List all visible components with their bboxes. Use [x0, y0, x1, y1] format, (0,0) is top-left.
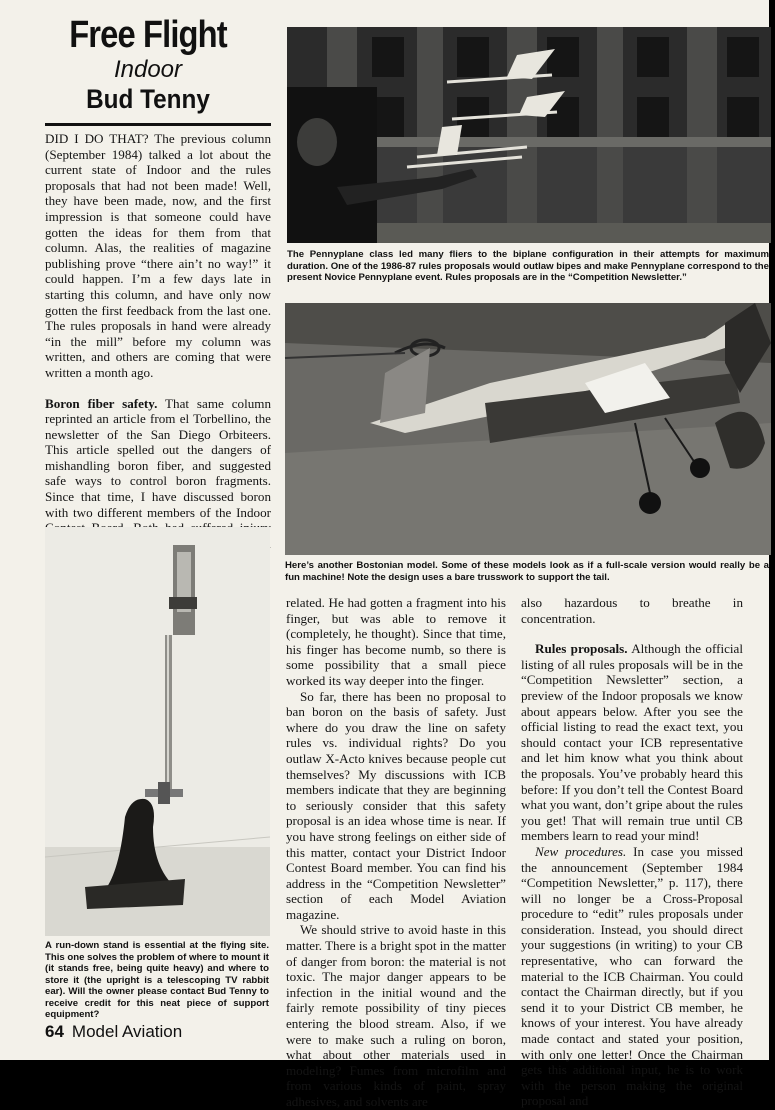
column-2-paragraph-2: So far, there has been no proposal to ban boron on the basis of safety. Just where do you draw the line on safety rules vs. individual rights? Do you outlaw X-Acto knives because people cut themselves? My discussions with ICB members indicate that they are beginning to seriously consider that this safety proposal is an idea whose time is near. If you have strong feelings on either side of this matter, contact your District Indoor Contest Board member. You can find his address in the “Competition Newsletter” section of each Model Aviation magazine. — [286, 688, 506, 922]
rundown-stand-caption: A run-down stand is essential at the flying site. This one solves the problem of where to mount it (it stands free, being quite heavy) and where to store it (the upright is a telescoping TV rabbit ear). Will the owner please contact Bud Tenny to receive credit for this neat piece of support equipment? — [45, 940, 269, 1020]
intro-paragraph: DID I DO THAT? The previous column (September 1984) talked a lot about the current state of Indoor and the rules proposals that had not been made! Well, they have been made, now, and the first impression is that someone could have gotten the ideas for them from that column. Alas, the realities of magazine publishing prove “there ain’t no way!” it could happen. I’m a few days late in starting this column, and have only now gotten the first feedback from the last one. The rules proposals in hand were already “in the mill” before my column was written, and others are coming that were written a month ago. — [45, 131, 271, 380]
column-title: Free Flight — [69, 14, 227, 56]
rundown-stand-image — [45, 527, 270, 936]
column-2-paragraph-3: We should strive to avoid haste in this matter. There is a bright spot in the matter of danger from boron: the material is not toxic. The major danger appears to be infection in the initial wound and the fairly remote possibility of tiny pieces entering the blood stream. Also, if we were to make such a ruling on boron, what about other materials used in modeling? Fumes from microfilm and from various kinds of paint, spray adhesives, and solvents are — [286, 922, 506, 1109]
boron-heading: Boron fiber safety. — [45, 395, 158, 411]
biplane-photo-image — [287, 27, 771, 243]
column-1-text — [45, 131, 271, 567]
bostonian-caption: Here’s another Bostonian model. Some of these models look as if a full-scale version would really be a fun machine! Note the design uses a bare trusswork to support the tail. — [285, 560, 769, 583]
magazine-name: Model Aviation — [71, 1022, 183, 1041]
column-2-paragraph-1: related. He had gotten a fragment into his finger, but was able to remove it (completely, he thought). Since that time, his finger has become numb, so there is some possibility that a small piece worked its way deeper into the finger. — [286, 595, 506, 688]
new-procedures-paragraph — [521, 844, 743, 1109]
page-number: 64 — [45, 1022, 64, 1041]
author-name: Bud Tenny — [86, 84, 210, 114]
rules-heading: Rules proposals. — [535, 641, 628, 657]
boron-text: That same column reprinted an article from el Torbellino, the newsletter of the San Diego Orbiteers. This article spelled out the dangers of mishandling boron fiber, and suggested safe ways to control boron fragments. Since that time, I have discussed boron with two different members of the Indoor — [45, 395, 271, 520]
new-procedures-text: In case you missed the announcement (September 1984 “Competition Newsletter,” p. 117), there will no longer be a Cross-Proposal procedure to “edit” rules proposals under consideration. Instead, you should direct your suggestions (in writing) to your CB representative, who can forward the material to the ICB Chairman. You could contact the Chairman directly, but if you send it to your District CB member, he knows of your interest. You have already made contact and stated your position, with only one letter! Once the Chairman gets this additional input, he is to work with the person making the original proposal and — [521, 843, 743, 1109]
bostonian-photo-image — [285, 303, 771, 555]
column-header — [18, 16, 278, 114]
biplane-photo — [287, 27, 771, 243]
bostonian-photo — [285, 303, 771, 555]
column-subtitle: Indoor — [113, 56, 183, 83]
rules-text: Although the official listing of all rules proposals will be in the “Competition Newsletter” section, a preview of the Indoor proposals we know about appears below. After you see the official listing to read the exact text, you should contact your ICB representative and let him know what you think about the proposals. You’ve probably heard this before: If you don’t tell the Contest Board what you want, don’t gripe about the rules you get! That will remain true until CB members learn to read your mind! — [521, 641, 743, 844]
header-rule — [45, 123, 271, 126]
new-procedures-heading: New procedures. — [535, 843, 627, 859]
page-footer — [45, 1022, 182, 1042]
rules-paragraph — [521, 641, 743, 844]
biplane-caption: The Pennyplane class led many fliers to the biplane configuration in their attempts for maximum duration. One of the 1986-87 rules proposals would outlaw bipes and make Pennyplane correspond to the present Novice Pennyplane event. Rules proposals are in the “Competition Newsletter.” — [287, 249, 769, 283]
rundown-stand-photo — [45, 527, 270, 936]
column-3-paragraph-0: also hazardous to breathe in concentration. — [521, 595, 743, 626]
column-3-text — [521, 595, 743, 1109]
column-2-text — [286, 595, 506, 1110]
